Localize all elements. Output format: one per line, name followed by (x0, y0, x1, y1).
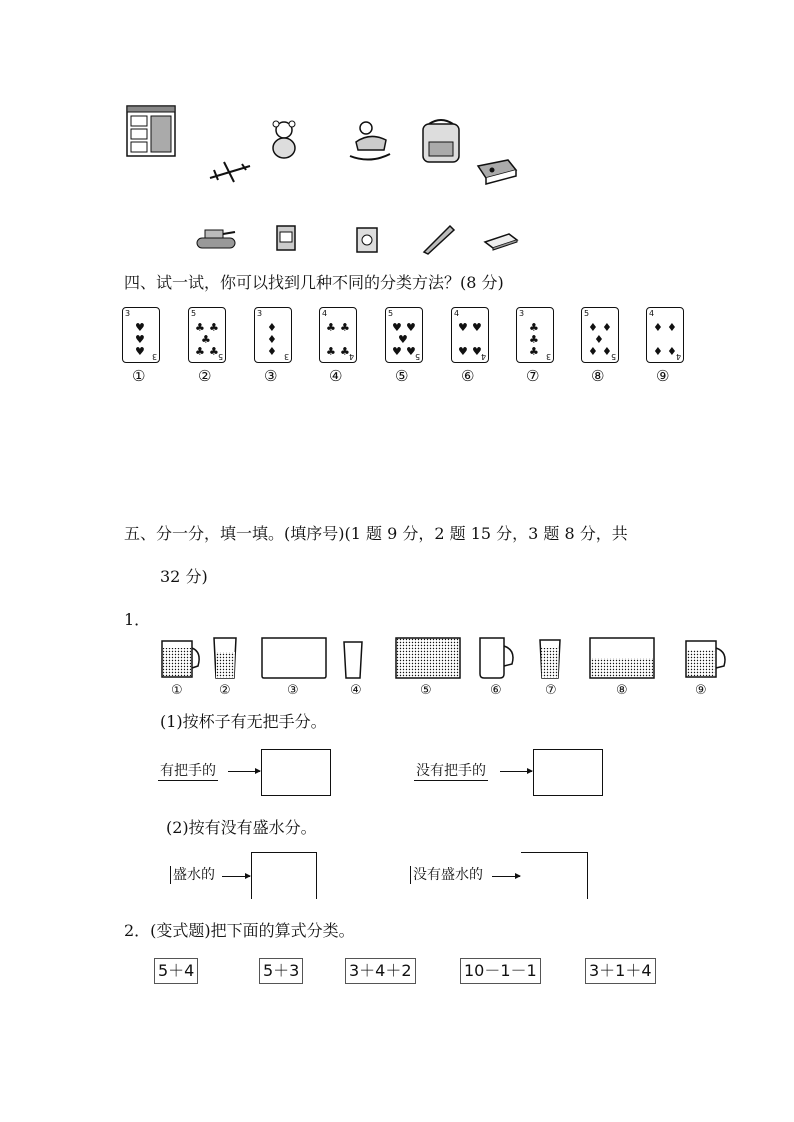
cup-7-icon (540, 640, 560, 678)
card-suit-pip: ♥ (392, 345, 402, 358)
arrow-without-handle (500, 771, 532, 772)
card-rank-bottom: 5 (217, 352, 223, 361)
playing-card-2 (188, 307, 226, 363)
card-suit-pip: ♣ (195, 345, 205, 358)
card-suit-pip: ♣ (340, 321, 350, 334)
cup-number-8: ⑧ (616, 683, 628, 698)
playing-card-6 (451, 307, 489, 363)
expression-1: 5＋4 (154, 958, 198, 984)
expression-5: 3＋1＋4 (585, 958, 656, 984)
card-rank-bottom: 5 (414, 352, 420, 361)
card-rank-top: 5 (191, 309, 197, 318)
card-suit-pip: ♥ (135, 333, 145, 346)
card-suit-pip: ♦ (653, 345, 663, 358)
card-number-6: ⑥ (461, 367, 475, 385)
card-suit-pip: ♣ (326, 321, 336, 334)
card-suit-pip: ♦ (594, 333, 604, 346)
label-with-water: 盛水的 (170, 866, 217, 884)
book-icon-1 (275, 224, 297, 252)
section5-title-line1: 五、分一分，填一填。(填序号)(1 题 9 分，2 题 15 分，3 题 8 分，共 (124, 524, 628, 543)
card-suit-pip: ♣ (209, 321, 219, 334)
card-number-9: ⑨ (656, 367, 670, 385)
card-suit-pip: ♥ (398, 333, 408, 346)
cup-number-5: ⑤ (420, 683, 432, 698)
card-suit-pip: ♦ (588, 321, 598, 334)
card-suit-pip: ♣ (529, 321, 539, 334)
card-rank-bottom: 3 (151, 352, 157, 361)
label-without-handle: 没有把手的 (416, 763, 486, 779)
pencil-sharpener-icon (474, 156, 520, 186)
expression-2: 5＋3 (259, 958, 303, 984)
cup-number-1: ① (171, 683, 183, 698)
card-suit-pip: ♥ (406, 345, 416, 358)
cup-8-icon (590, 638, 654, 678)
cabinet-icon (125, 102, 177, 158)
card-number-4: ④ (329, 367, 343, 385)
label-with-handle: 有把手的 (160, 763, 216, 779)
card-suit-pip: ♣ (209, 345, 219, 358)
card-suit-pip: ♦ (667, 321, 677, 334)
pencil-icon (420, 220, 456, 256)
card-suit-pip: ♥ (135, 345, 145, 358)
cup-2-icon (214, 638, 236, 678)
cup-number-9: ⑨ (695, 683, 707, 698)
card-suit-pip: ♦ (267, 333, 277, 346)
expression-3: 3＋4＋2 (345, 958, 416, 984)
playing-card-5 (385, 307, 423, 363)
card-number-3: ③ (264, 367, 278, 385)
cup-number-7: ⑦ (545, 683, 557, 698)
playing-card-3 (254, 307, 292, 363)
card-rank-bottom: 4 (348, 352, 354, 361)
card-rank-top: 4 (322, 309, 328, 318)
section4-title: 四、试一试，你可以找到几种不同的分类方法？(8 分) (124, 273, 504, 292)
toy-tank-icon (193, 226, 239, 252)
card-rank-bottom: 3 (283, 352, 289, 361)
card-number-5: ⑤ (395, 367, 409, 385)
label-without-water: 没有盛水的 (410, 866, 485, 884)
cup-6-icon (480, 638, 513, 678)
arrow-with-handle (228, 771, 260, 772)
arrow-with-water (222, 876, 250, 877)
card-number-8: ⑧ (591, 367, 605, 385)
playing-card-9 (646, 307, 684, 363)
card-rank-top: 3 (257, 309, 263, 318)
airplane-icon (206, 156, 254, 186)
card-suit-pip: ♥ (458, 345, 468, 358)
card-rank-bottom: 4 (675, 352, 681, 361)
card-rank-top: 4 (649, 309, 655, 318)
card-suit-pip: ♣ (529, 333, 539, 346)
playing-card-7 (516, 307, 554, 363)
card-rank-top: 4 (454, 309, 460, 318)
card-suit-pip: ♥ (392, 321, 402, 334)
cup-4-icon (344, 642, 362, 678)
card-rank-top: 3 (519, 309, 525, 318)
arrow-without-water (492, 876, 520, 877)
card-number-7: ⑦ (526, 367, 540, 385)
card-suit-pip: ♥ (406, 321, 416, 334)
cup-number-6: ⑥ (490, 683, 502, 698)
card-suit-pip: ♥ (472, 345, 482, 358)
cups-row (150, 632, 730, 684)
card-suit-pip: ♣ (326, 345, 336, 358)
card-rank-top: 5 (388, 309, 394, 318)
backpack-icon (415, 116, 467, 164)
card-rank-top: 5 (584, 309, 590, 318)
card-suit-pip: ♥ (135, 321, 145, 334)
card-number-2: ② (198, 367, 212, 385)
playing-card-8 (581, 307, 619, 363)
q1-label: 1． (124, 610, 151, 629)
teddy-bear-icon (266, 120, 302, 160)
card-suit-pip: ♦ (602, 321, 612, 334)
answer-box-with-handle[interactable] (261, 749, 331, 796)
section5-title-line2: 32 分) (160, 567, 208, 586)
expression-4: 10－1－1 (460, 958, 541, 984)
book-icon-2 (355, 226, 381, 254)
card-suit-pip: ♣ (529, 345, 539, 358)
q1-part1: (1)按杯子有无把手分。 (160, 712, 327, 731)
cup-5-icon (396, 638, 460, 678)
card-suit-pip: ♦ (602, 345, 612, 358)
card-rank-top: 3 (125, 309, 131, 318)
cup-number-2: ② (219, 683, 231, 698)
answer-box-without-handle[interactable] (533, 749, 603, 796)
answer-box-with-water[interactable] (251, 852, 317, 899)
cup-number-3: ③ (287, 683, 299, 698)
eraser-icon (481, 230, 521, 252)
cup-9-icon (686, 641, 725, 677)
card-suit-pip: ♥ (472, 321, 482, 334)
cup-1-icon (162, 641, 199, 677)
card-rank-bottom: 4 (480, 352, 486, 361)
card-suit-pip: ♣ (340, 345, 350, 358)
card-suit-pip: ♦ (667, 345, 677, 358)
card-number-1: ① (132, 367, 146, 385)
cup-3-icon (262, 638, 326, 678)
answer-box-without-water[interactable] (521, 852, 588, 899)
card-rank-bottom: 5 (610, 352, 616, 361)
cup-number-4: ④ (350, 683, 362, 698)
rocking-horse-icon (346, 120, 394, 162)
card-suit-pip: ♦ (653, 321, 663, 334)
q1-part2: (2)按有没有盛水分。 (166, 818, 317, 837)
card-suit-pip: ♦ (588, 345, 598, 358)
card-rank-bottom: 3 (545, 352, 551, 361)
card-suit-pip: ♣ (195, 321, 205, 334)
q2-label: 2．(变式题)把下面的算式分类。 (124, 921, 355, 940)
card-suit-pip: ♦ (267, 345, 277, 358)
playing-card-1 (122, 307, 160, 363)
card-suit-pip: ♥ (458, 321, 468, 334)
playing-card-4 (319, 307, 357, 363)
card-suit-pip: ♣ (201, 333, 211, 346)
card-suit-pip: ♦ (267, 321, 277, 334)
